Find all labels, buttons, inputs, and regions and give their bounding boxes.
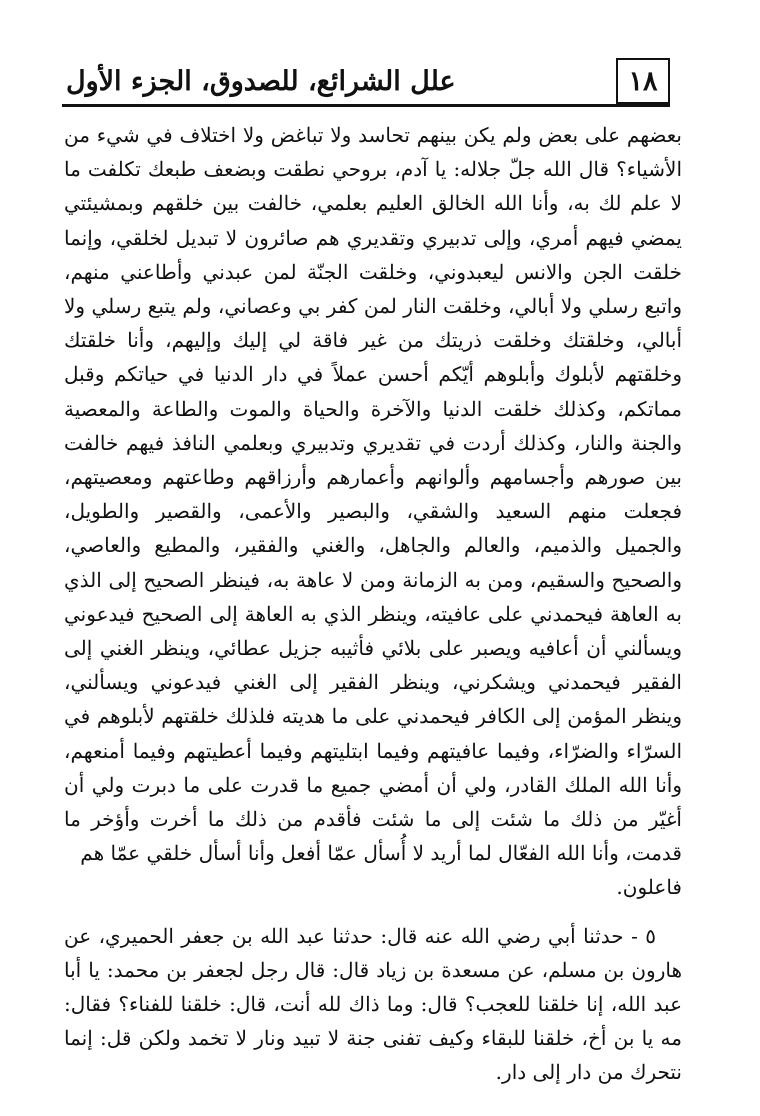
body-text [64,118,682,1090]
page-number-box [616,58,670,104]
paragraph-hadith-4-end: فاعلون. [616,875,682,900]
header-rule [62,104,670,107]
page-header [62,58,670,108]
paragraph-hadith-4: بعضهم على بعض ولم يكن بينهم تحاسد ولا تباغض ولا اختلاف في شيء من الأشياء؟ قال الله جلّ جلاله: يا آدم، بروحي نطقت وبضعف طبعك تكلفت ما لا علم لك به، وأنا الله الخالق العليم بعلمي، خالفت بين خلقهم وبمشيئتي يمضي فيهم أمري، وإلى تدبيري وتقديري هم صائرون لا تبديل لخلقي، وإنما خلقت الجن والانس ليعبدوني، وخلقت الجنّة لمن عبدني وأطاعني منهم، واتبع رسلي ولا أبالي، وخلقت النار لمن كفر بي وعصاني، ولم يتبع رسلي ولا أبالي، وخلقتك وخلقت ذريتك من غير فاقة لي إليك وإليهم، وأنا خلقتك وخلقتهم لأبلوك وأبلوهم أيّكم أحسن عملاً في دار الدنيا في حياتكم وقبل مماتكم، وكذلك خلقت الدنيا والآخرة والحياة والموت والطاعة والمعصية والجنة والنار، وكذلك أردت في تقديري وتدبيري وبعلمي النافذ فيهم خالفت بين صورهم وأجسامهم وألوانهم وأعمارهم وأرزاقهم وطاعتهم ومعصيتهم، فجعلت منهم السعيد والشقي، والبصير والأعمى، والقصير والطويل، والجميل والذميم، والعالم والجاهل، والغني والفقير، والمطيع والعاصي، والصحيح والسقيم، ومن به الزمانة ومن لا عاهة به، فينظر الصحيح إلى الذي به العاهة فيحمدني على عافيته، وينظر الذي به العاهة إلى الصحيح فيدعوني ويسألني أن أعافيه ويصبر على بلائي فأثيبه جزيل عطائي، وينظر الغني إلى الفقير فيحمدني ويشكرني، وينظر الفقير إلى الغني فيدعوني ويسألني، وينظر المؤمن إلى الكافر فيحمدني على ما هديته فلذلك خلقتهم لأبلوهم في السرّاء والضرّاء، وفيما عافيتهم وفيما ابتليتهم وفيما أعطيتهم وفيما أمنعهم، وأنا الله الملك القادر، ولي أن أمضي جميع ما قدرت على ما دبرت ولي أن أغيّر من ذلك ما شئت إلى ما شئت فأقدم من ذلك ما أخرت وأؤخر ما قدمت، وأنا الله الفعّال لما أريد لا أُسأل عمّا أفعل وأنا أسأل خلقي عمّا هم [64,123,682,866]
paragraph-hadith-5: ٥ - حدثنا أبي رضي الله عنه قال: حدثنا عبد الله بن جعفر الحميري، عن هارون بن مسلم، عن مسعدة بن زياد قال: قال رجل لجعفر بن محمد: يا أبا عبد الله، إنا خلقنا للعجب؟ قال: وما ذاك لله أنت، قال: خلقنا للفناء؟ فقال: مه يا بن أخ، خلقنا للبقاء وكيف تفنى جنة لا تبيد ونار لا تخمد ولكن قل: إنما نتحرك من دار إلى دار. [64,923,683,1085]
page-number: ١٨ [628,65,658,97]
running-title: علل الشرائع، للصدوق، الجزء الأول [66,66,456,97]
